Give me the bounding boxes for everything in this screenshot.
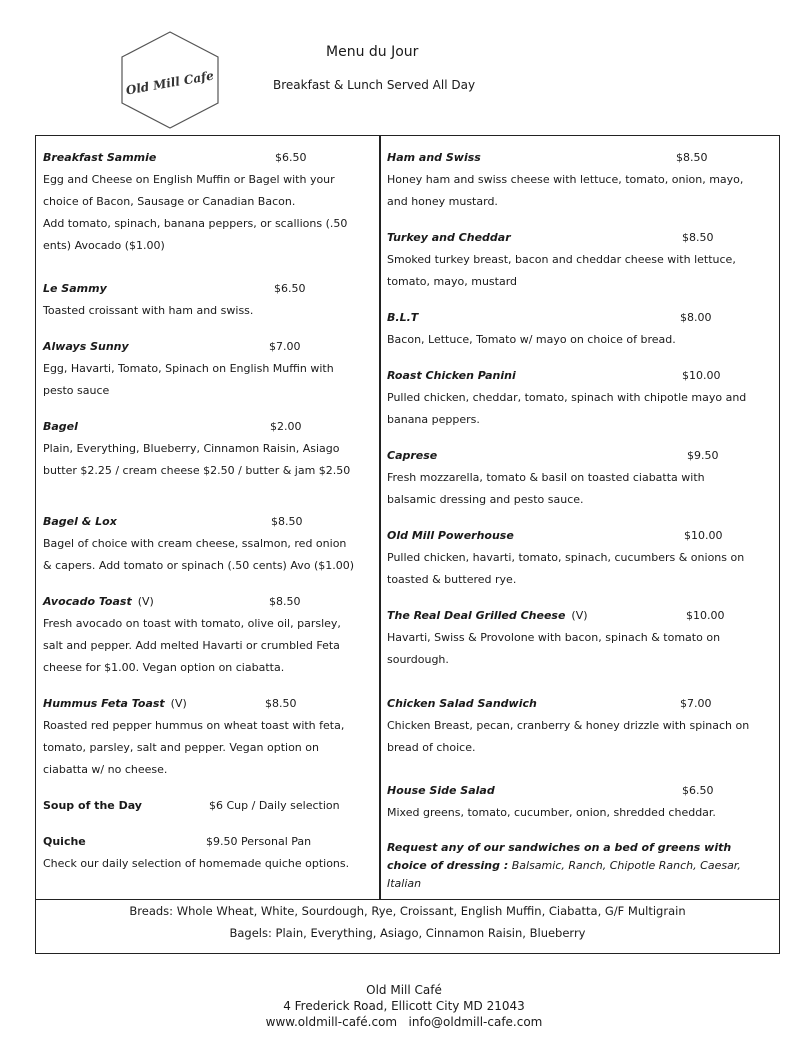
item-description: Fresh mozzarella, tomato & basil on toasted ciabatta with balsamic dressing and pesto sauce. — [387, 471, 705, 506]
menu-item-bagel — [43, 416, 373, 482]
item-price: $8.50 — [269, 595, 301, 608]
item-description: Pulled chicken, havarti, tomato, spinach, cucumbers & onions on toasted & buttered rye. — [387, 551, 745, 586]
item-description: Egg, Havarti, Tomato, Spinach on English Muffin with pesto sauce — [43, 362, 334, 397]
vegetarian-tag: (V) — [571, 609, 588, 622]
item-price: $10.00 — [684, 529, 723, 542]
menu-item-caprese — [387, 445, 773, 511]
item-price: $7.00 — [680, 697, 712, 710]
bagels-line — [36, 922, 779, 944]
item-price: $6.50 — [274, 282, 306, 295]
greens-note-lead: Request any of our sandwiches on a bed of greens with choice of dressing : — [387, 841, 732, 872]
menu-item-roast-chicken-panini — [387, 365, 773, 431]
breads-label: Breads — [129, 904, 170, 918]
item-name: Breakfast Sammie — [43, 151, 157, 164]
menu-item-blt — [387, 307, 773, 351]
item-price: $6.50 — [275, 151, 307, 164]
menu-item-avocado-toast — [43, 591, 373, 679]
item-price: $6 Cup / Daily selection — [209, 799, 340, 812]
item-price: $9.50 — [687, 449, 719, 462]
menu-item-soup-of-the-day — [43, 795, 373, 817]
item-description: Roasted red pepper hummus on wheat toast with feta, tomato, parsley, salt and pepper. Vegan option on ciabatta w/ no cheese. — [43, 719, 345, 776]
item-description: Mixed greens, tomato, cucumber, onion, shredded cheddar. — [387, 806, 716, 819]
item-description: Bagel of choice with cream cheese, ssalmon, red onion & capers. Add tomato or spinach (.50 cents) Avo ($1.00) — [43, 537, 355, 572]
item-description: Check our daily selection of homemade quiche options. — [43, 857, 350, 870]
breads-line — [36, 900, 779, 922]
menu-item-breakfast-sammie — [43, 147, 373, 257]
item-name: Chicken Salad Sandwich — [387, 697, 537, 710]
item-name: Ham and Swiss — [387, 151, 481, 164]
item-price: $10.00 — [682, 369, 721, 382]
menu-item-always-sunny — [43, 336, 373, 402]
item-name: Hummus Feta Toast — [43, 697, 165, 710]
menu-item-old-mill-powerhouse — [387, 525, 773, 591]
item-name: B.L.T — [387, 311, 419, 324]
item-name: Soup of the Day — [43, 799, 142, 812]
item-name: Bagel & Lox — [43, 515, 117, 528]
item-name: Bagel — [43, 420, 78, 433]
item-name: Le Sammy — [43, 282, 107, 295]
item-price: $7.00 — [269, 340, 301, 353]
item-description: Smoked turkey breast, bacon and cheddar cheese with lettuce, tomato, mayo, mustard — [387, 253, 736, 288]
item-price: $8.00 — [680, 311, 712, 324]
item-price: $8.50 — [676, 151, 708, 164]
breads-list: : Whole Wheat, White, Sourdough, Rye, Croissant, English Muffin, Ciabatta, G/F Multigrain — [169, 904, 686, 918]
item-name: Turkey and Cheddar — [387, 231, 511, 244]
menu-title: Menu du Jour — [326, 44, 419, 60]
item-description: Egg and Cheese on English Muffin or Bagel with your choice of Bacon, Sausage or Canadian Bacon. Add tomato, spinach, banana peppers, or scallions (.50 ents) Avocado ($1.00) — [43, 173, 348, 252]
menu-item-turkey-and-cheddar — [387, 227, 773, 293]
menu-item-hummus-feta-toast — [43, 693, 373, 781]
greens-dressing-options: Balsamic, Ranch, Chipotle Ranch, Caesar, Italian — [387, 859, 741, 890]
item-name: Always Sunny — [43, 340, 129, 353]
item-name: The Real Deal Grilled Cheese — [387, 609, 566, 622]
item-description: Chicken Breast, pecan, cranberry & honey drizzle with spinach on bread of choice. — [387, 719, 750, 754]
vegetarian-tag: (V) — [170, 697, 187, 710]
item-name: House Side Salad — [387, 784, 495, 797]
footer-cafe-name: Old Mill Café — [366, 983, 442, 997]
item-price: $8.50 — [682, 231, 714, 244]
menu-item-quiche — [43, 831, 373, 875]
footer — [0, 982, 808, 1030]
item-name: Roast Chicken Panini — [387, 369, 516, 382]
item-price: $8.50 — [265, 697, 297, 710]
bagels-list: : Plain, Everything, Asiago, Cinnamon Raisin, Blueberry — [267, 926, 586, 940]
item-description: Havarti, Swiss & Provolone with bacon, spinach & tomato on sourdough. — [387, 631, 721, 666]
greens-request-note — [387, 839, 772, 893]
item-description: Bacon, Lettuce, Tomato w/ mayo on choice of bread. — [387, 333, 676, 346]
menu-subtitle: Breakfast & Lunch Served All Day — [273, 78, 476, 92]
item-name: Avocado Toast — [43, 595, 132, 608]
item-description: Toasted croissant with ham and swiss. — [43, 304, 254, 317]
item-name: Old Mill Powerhouse — [387, 529, 514, 542]
logo — [118, 30, 222, 130]
item-price: $10.00 — [686, 609, 725, 622]
item-name: Caprese — [387, 449, 438, 462]
item-price: $9.50 Personal Pan — [206, 835, 312, 848]
footer-contact: www.oldmill-café.com info@oldmill-cafe.com — [265, 1015, 543, 1029]
item-description: Fresh avocado on toast with tomato, olive oil, parsley, salt and pepper. Add melted Havarti or crumbled Feta cheese for $1.00. Vegan option on ciabatta. — [43, 617, 341, 674]
menu-item-ham-and-swiss — [387, 147, 773, 213]
item-name: Quiche — [43, 835, 86, 848]
bagels-label: Bagels — [229, 926, 268, 940]
menu-item-bagel-lox — [43, 511, 373, 577]
menu-item-chicken-salad-sandwich — [387, 693, 773, 759]
item-price: $6.50 — [682, 784, 714, 797]
menu-item-house-side-salad — [387, 780, 773, 824]
footer-address: 4 Frederick Road, Ellicott City MD 21043 — [283, 999, 525, 1013]
breads-box — [35, 899, 780, 954]
item-description: Honey ham and swiss cheese with lettuce, tomato, onion, mayo, and honey mustard. — [387, 173, 744, 208]
logo-text: Old Mill Cafe — [124, 68, 215, 98]
menu-item-real-deal-grilled-cheese — [387, 605, 773, 671]
item-price: $8.50 — [271, 515, 303, 528]
logo-hexagon — [118, 30, 222, 130]
item-description: Plain, Everything, Blueberry, Cinnamon Raisin, Asiago butter $2.25 / cream cheese $2.50 / butter & jam $2.50 — [43, 442, 351, 477]
item-description: Pulled chicken, cheddar, tomato, spinach with chipotle mayo and banana peppers. — [387, 391, 747, 426]
item-price: $2.00 — [270, 420, 302, 433]
column-divider — [379, 135, 381, 900]
menu-item-le-sammy — [43, 278, 373, 322]
vegetarian-tag: (V) — [137, 595, 154, 608]
